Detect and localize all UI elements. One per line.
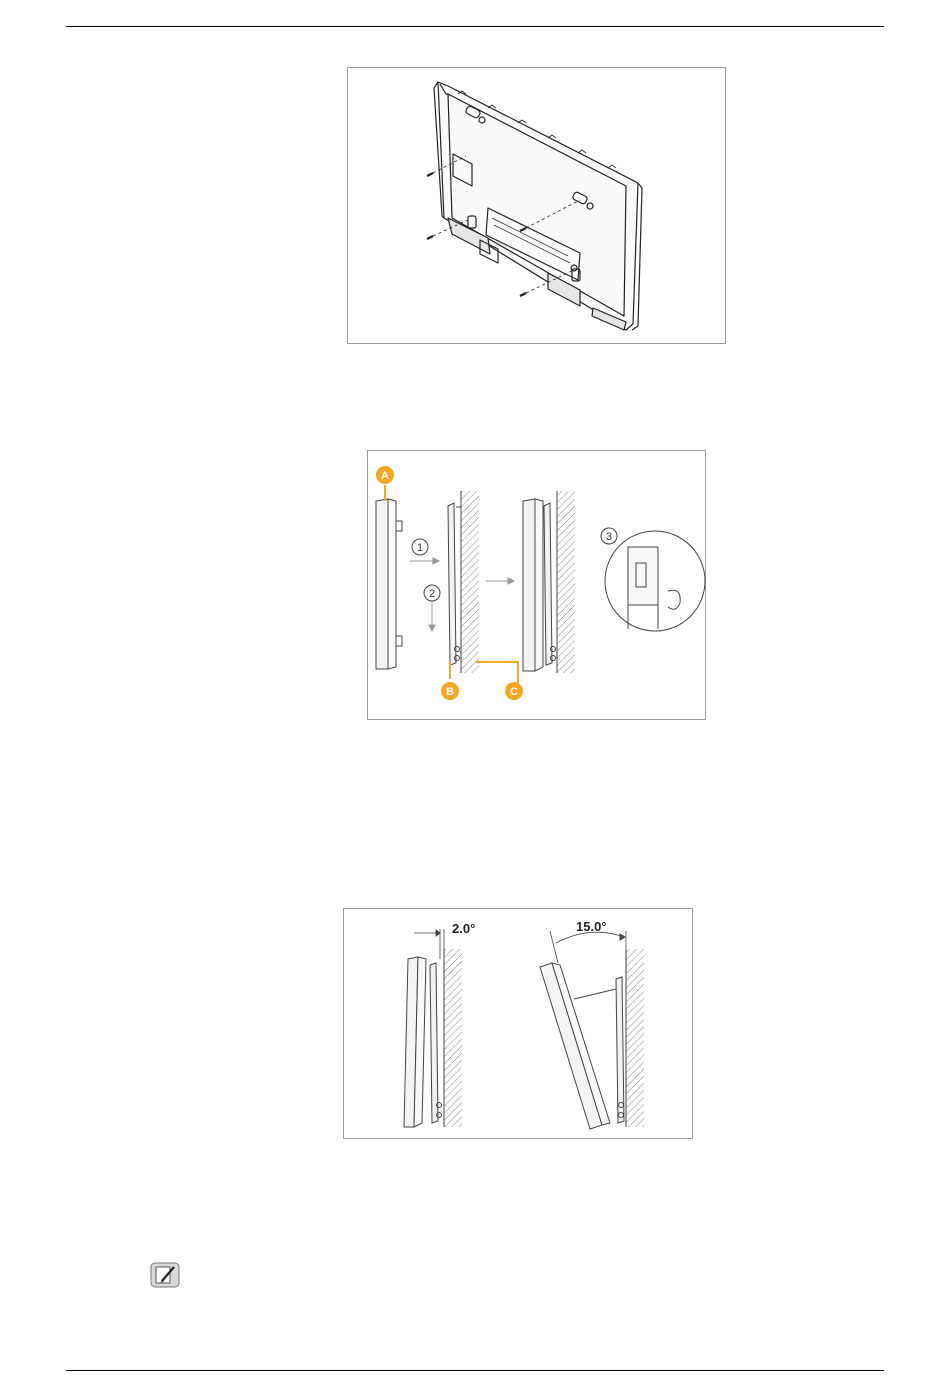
step-1-label: 1 [416, 542, 424, 554]
figure-tv-back-screws [347, 67, 726, 344]
step-2-label: 2 [428, 588, 436, 600]
note-pencil-icon [150, 1262, 180, 1288]
marker-b-label: B [446, 686, 454, 698]
angle-left-label: 2.0° [452, 921, 476, 936]
step-3-label: 3 [605, 531, 613, 543]
footer-rule [66, 1370, 884, 1371]
figure-tilt-angles [343, 908, 693, 1139]
header-rule [66, 26, 884, 27]
angle-right-label: 15.0° [576, 919, 607, 934]
marker-c-label: C [510, 686, 518, 698]
figure-wall-mount-steps [367, 450, 706, 720]
marker-a-label: A [381, 470, 389, 482]
